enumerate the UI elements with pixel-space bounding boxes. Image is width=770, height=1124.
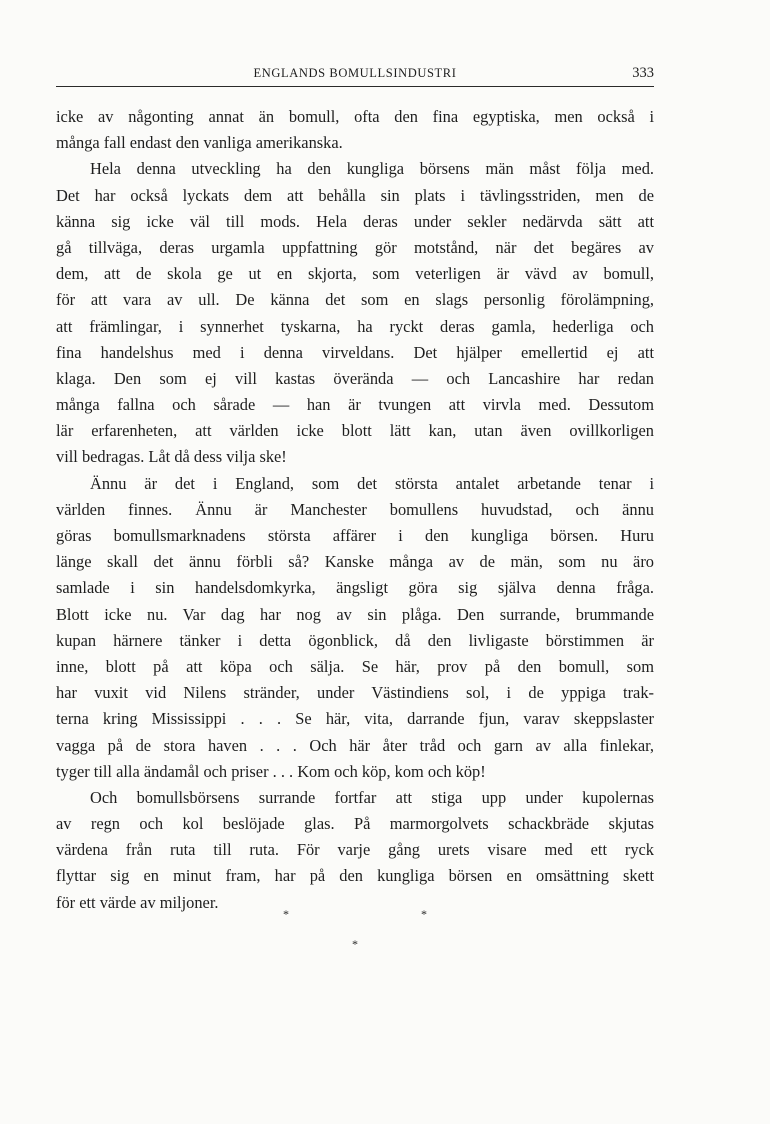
text-line: klaga. Den som ej vill kastas överända — och Lancashire har redan xyxy=(56,368,654,388)
separator-star-bottom: * xyxy=(352,937,358,951)
text-line: inne, blott på att köpa och sälja. Se här, prov på den bomull, som xyxy=(56,656,654,676)
separator-star-left: * xyxy=(283,907,289,921)
text-line: fina handelshus med i denna virveldans. Det hjälper emellertid ej att xyxy=(56,342,654,362)
text-line: för att vara av ull. De känna det som en slags personlig förolämpning, xyxy=(56,290,654,310)
page-number: 333 xyxy=(632,65,654,81)
text-line: Och bomullsbörsens surrande fortfar att stiga upp under kupolernas xyxy=(90,787,654,807)
text-line: har vuxit vid Nilens stränder, under Västindiens sol, i de yppiga trak- xyxy=(56,683,654,703)
text-line: lär erfarenheten, att världen icke blott lätt kan, utan även ovillkorligen xyxy=(56,421,654,441)
text-line: gå tillväga, deras urgamla uppfattning gör motstånd, när det begäres av xyxy=(56,237,654,257)
text-line: tyger till alla ändamål och priser . . . Kom och köp, kom och köp! xyxy=(56,761,486,781)
text-line: många fall endast den vanliga amerikanska. xyxy=(56,133,343,153)
text-line: känna sig icke väl till mods. Hela deras under sekler nedärvda sätt att xyxy=(56,211,654,231)
text-line: göras bomullsmarknadens största affärer i den kungliga börsen. Huru xyxy=(56,526,654,545)
text-line: många fallna och sårade — han är tvungen att virvla med. Dessutom xyxy=(56,395,654,415)
text-line: Ännu är det i England, som det största antalet arbetande tenar i xyxy=(90,473,654,493)
text-line: samlade i sin handelsdomkyrka, ängsligt göra sig själva denna fråga. xyxy=(56,578,654,598)
text-line: kupan härnere tänker i detta ögonblick, då den livligaste börstimmen är xyxy=(56,630,654,650)
running-title: ENGLANDS BOMULLSINDUSTRI xyxy=(253,66,457,80)
text-line: världen finnes. Ännu är Manchester bomullens huvudstad, och ännu xyxy=(56,499,654,519)
text-line: av regn och kol beslöjade glas. På marmorgolvets schackbräde skjutas xyxy=(56,814,654,834)
text-line: terna kring Mississippi . . . Se här, vita, darrande fjun, varav skeppslaster xyxy=(56,709,654,729)
text-line: Blott icke nu. Var dag har nog av sin plåga. Den surrande, brummande xyxy=(56,604,654,624)
separator-star-right: * xyxy=(421,907,427,921)
text-line: länge skall det ännu förbli så? Kanske många av de män, som nu äro xyxy=(56,552,654,572)
text-line: Hela denna utveckling ha den kungliga börsens män måst följa med. xyxy=(90,159,654,179)
text-line: vagga på de stora haven . . . Och här åter tråd och garn av alla finlekar, xyxy=(56,735,654,755)
text-line: för ett värde av miljoner. xyxy=(56,892,219,912)
text-line: värdena från ruta till ruta. För varje gång urets visare med ett ryck xyxy=(56,840,654,860)
text-line: flyttar sig en minut fram, har på den kungliga börsen en omsättning skett xyxy=(56,866,654,886)
text-line: Det har också lyckats dem att behålla sin plats i tävlingsstriden, men de xyxy=(56,185,654,205)
text-line: vill bedragas. Låt då dess vilja ske! xyxy=(56,447,287,467)
text-line: icke av någonting annat än bomull, ofta den fina egyptiska, men också i xyxy=(56,107,654,126)
text-line: att främlingar, i synnerhet tyskarna, ha ryckt deras gamla, hederliga och xyxy=(56,316,654,336)
text-line: dem, att de skola ge ut en skjorta, som veterligen är vävd av bomull, xyxy=(56,264,654,284)
